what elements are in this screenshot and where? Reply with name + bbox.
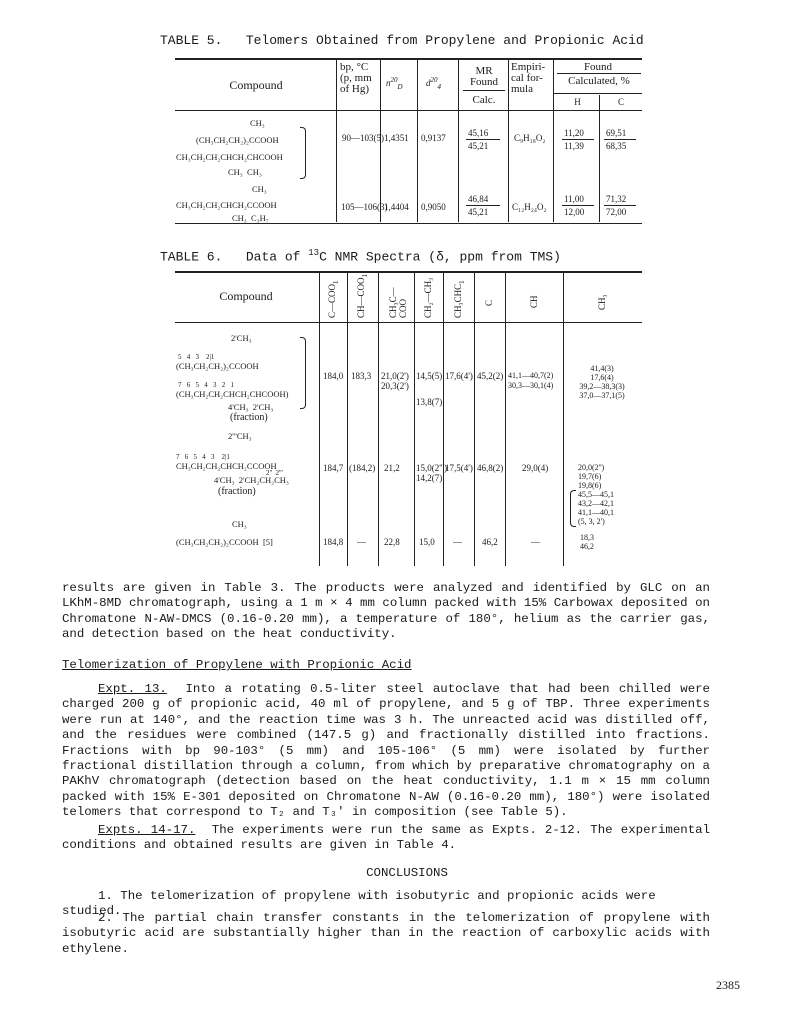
table5-row1-brace	[300, 127, 306, 179]
table6-g3-formula-line: CH₃	[232, 519, 247, 529]
table6-vrule	[414, 273, 415, 566]
table5-header-c: C	[617, 97, 624, 107]
table6-g1-ch3c: 21,0(2') 20,3(2')	[381, 371, 409, 391]
table6-g3-ch3c: 22,8	[384, 537, 400, 547]
hc-divider	[554, 93, 642, 94]
table5-header-nd	[386, 76, 403, 91]
table6-g1-formula-line: 4'CH₃ 2'CH₃	[228, 402, 274, 412]
table6-vrule	[505, 273, 506, 566]
table5-row1-formula-line: CH₃	[250, 118, 265, 128]
table6-header-ch2-ch3: CH₂—CH₃	[423, 277, 433, 318]
conclusion-1: 1. The telomerization of propylene with isobutyric and propionic acids were studied.	[62, 889, 656, 919]
section-title: Telomerization of Propylene with Propionic Acid	[62, 658, 412, 672]
mr-divider	[463, 90, 505, 91]
table5-vrule	[458, 60, 459, 222]
table6-g3-ch3chc: —	[453, 537, 462, 547]
table6-vrule	[443, 273, 444, 566]
table6-g3-c: 46,2	[482, 537, 498, 547]
table6-g3-ch-coo: —	[357, 537, 366, 547]
table6-g2-ch-coo: (184,2)	[349, 463, 376, 473]
table5-header-calculated: Calculated, %	[568, 75, 630, 87]
table5-header-bp: bp, °C (p, mm of Hg)	[340, 61, 372, 95]
table6-header-compound: Compound	[219, 289, 273, 303]
table5-row1-c-calc: 68,35	[606, 141, 627, 151]
table5-row1-bp: 90—103(5)	[342, 133, 384, 143]
table5-header-h: H	[574, 97, 581, 107]
table6-top-rule	[175, 271, 642, 273]
table6-g2-ch3: 20,0(2'') 19,7(6) 19,8(6) 45,5—45,1 43,2—42,1 41,1—40,1 (5, 3, 2')	[578, 463, 614, 526]
table6-g2-ch: 29,0(4)	[522, 463, 549, 473]
expt13-paragraph	[62, 682, 710, 821]
table5-header-compound: Compound	[229, 78, 283, 92]
expts14-paragraph	[62, 823, 710, 854]
table6-g1-ch: 41,1—40,7(2) 30,3—30,1(4)	[508, 371, 554, 390]
col-sub: 1	[457, 280, 466, 284]
frac-line	[562, 139, 594, 140]
table6-vrule	[319, 273, 320, 566]
table5-row1-formula-line: CH₃CH₂CH₂CHCH₂CHCOOH	[176, 152, 283, 162]
expt13-text: Into a rotating 0.5-liter steel autoclave that had been chilled were charged 200 g of propionic acid, 40 ml of propylene, and 5 g of TBP. Three experiments were run at 140°, and the reaction time was 3 h. The unreacted acid was distilled off, and the residues were combined (147.5 g) and fractionally distilled into fractions. Fractions with bp 90-103° (5 mm) and 105-106° (5 mm) were isolated by further fractional distillation through a column, from which by preparative chromatography on a PAKhV chromatograph (detection based on the heat conductivity, 1.1 m × 15 mm column packed with 15% E-301 deposited on Chromatone N-AW (0.16-0.20 mm), 180°) were isolated telomers that correspond to T₂ and T₃' in composition (see Table 5).	[62, 682, 710, 820]
col-sub: 1	[360, 273, 369, 278]
table6-g1-c: 45,2(2)	[477, 371, 504, 381]
conclusions-title: CONCLUSIONS	[366, 866, 448, 880]
col-label: C—COO	[327, 283, 337, 318]
frac-line	[562, 205, 594, 206]
table6-g1-brace	[300, 337, 306, 409]
table5-row1-mr-calc: 45,21	[468, 141, 489, 151]
table6-g2-formula-line: 2'' 2'''	[266, 469, 283, 477]
table5-row1-d: 0,9137	[421, 133, 446, 143]
table6-g3-formula-line: (CH₃CH₂CH₂)₂CCOOH [5]	[176, 537, 273, 547]
table5-row2-bp: 105—106(3)	[341, 202, 388, 212]
table6-caption-pre: Data of	[245, 249, 301, 265]
d-sub: 4	[437, 82, 441, 91]
table5-vrule	[553, 60, 554, 222]
table5-row2-formula-line: CH₃CH₂CH₂CHCH₂CCOOH	[176, 200, 277, 210]
table5-vrule	[599, 95, 600, 222]
table5-vrule	[336, 60, 337, 222]
table5-vrule	[508, 60, 509, 222]
table6-vrule	[474, 273, 475, 566]
table6-vrule	[378, 273, 379, 566]
results-paragraph: results are given in Table 3. The products were analyzed and identified by GLC on an LKhM-8MD chromatograph, using a 1 m × 4 mm column packed with 15% Carbowax deposited on Chromatone N-AW-DMCS (0.16-0.20 mm), a temperature of 180°, helium as the carrier gas, and detection based on the heat conductivity.	[62, 581, 710, 642]
table5-bottom-rule	[175, 223, 642, 224]
table5-row2-mr-calc: 45,21	[468, 207, 489, 217]
table6-g1-formula-line: 2'CH₃	[231, 333, 252, 343]
table6-header-c-coo	[327, 280, 340, 318]
nd-sub: D	[397, 82, 403, 91]
table5-header-d	[426, 76, 441, 91]
table6-header-ch3chc	[453, 280, 466, 318]
table6-g3-ch2ch3: 15,0	[419, 537, 435, 547]
table5-vrule	[417, 60, 418, 222]
table6-g2-c: 46,8(2)	[477, 463, 504, 473]
expts14-text: The experiments were run the same as Expts. 2-12. The experimental conditions and obtained results are given in Table 4.	[62, 823, 711, 853]
table6-g2-ch2ch3: 15,0(2''') 14,2(7)	[416, 463, 448, 483]
table6-vrule	[563, 273, 564, 566]
frac-line	[466, 205, 500, 206]
table5-row1-h-found: 11,20	[564, 128, 584, 138]
table6-g3-ch: —	[531, 537, 540, 547]
table6-g2-formula-line: CH₃CH₂CH₂CHCH₂CCOOH	[176, 461, 277, 471]
table6-g1-formula-line: (CH₃CH₂CH₂CHCH₂CHCOOH)	[176, 389, 289, 399]
table6-g1-ch3: 41,4(3) 17,6(4) 39,2—38,3(3) 37,0—37,1(5)	[579, 364, 625, 400]
page-number: 2385	[716, 978, 740, 992]
table6-header-c: C	[484, 299, 494, 306]
table6-g3-ch3: 18,3 46,2	[580, 533, 594, 551]
table5-row2-formula-line: CH₃ C₃H₇	[232, 213, 269, 223]
table5-top-rule	[175, 58, 642, 60]
table5-row2-h-found: 11,00	[564, 194, 584, 204]
col-label: CH₃CHC	[453, 283, 463, 318]
table6-g1-ch-coo: 183,3	[351, 371, 372, 381]
table5-row1-formula-line: CH₃ CH₃	[228, 167, 262, 177]
table5-header-mr-calc: Calc.	[472, 94, 496, 106]
table6-caption-post: C NMR Spectra (δ, ppm from TMS)	[319, 249, 561, 265]
table6-g2-formula-line: 4'CH₃ 2'CH₂CH₂CH₃	[214, 475, 289, 485]
table5-row1-mr-found: 45,16	[468, 128, 489, 138]
d-sup: 20	[430, 76, 438, 84]
frac-line	[604, 205, 636, 206]
table6-caption	[160, 248, 561, 264]
table6-header-ch-coo	[356, 274, 369, 318]
nd-sup: 20	[390, 76, 398, 84]
table6-header-ch3c-coo: CH₃C—COO	[388, 287, 408, 318]
conclusion-2: 2. The partial chain transfer constants in the telomerization of propylene with isobutyric acid are substantially higher than in the reaction of carboxylic acids with ethylene.	[62, 911, 710, 956]
table5-header-rule	[175, 110, 642, 111]
table6-g2-c-coo: 184,7	[323, 463, 344, 473]
table6-header-rule	[175, 322, 642, 323]
table5-row2-formula: C₁₂H₂₄O₂	[512, 202, 547, 212]
table6-header-ch: CH	[529, 295, 539, 308]
table5-row2-nd: 1,4404	[384, 202, 409, 212]
table6-caption-sup: 13	[308, 248, 320, 258]
found-divider	[557, 73, 641, 74]
table6-g2-formula-line: 2'''CH₃	[228, 431, 252, 441]
table6-g2-formula-line: 7 6 5 4 3 2|1	[176, 453, 230, 461]
table6-g1-formula-line: (CH₃CH₂CH₂)₂CCOOH	[176, 361, 259, 371]
table6-caption-label: TABLE 6.	[160, 249, 223, 265]
table6-g2-ch3-brace	[570, 490, 576, 527]
d-symbol: d	[426, 78, 431, 88]
expts14-label: Expts. 14-17.	[98, 823, 196, 837]
table6-g1-c-coo: 184,0	[323, 371, 344, 381]
table6-g2-ch3c: 21,2	[384, 463, 400, 473]
table5-row2-h-calc: 12,00	[564, 207, 585, 217]
table6-g1-ch2ch3: 14,5(5)	[416, 371, 443, 381]
col-label: CH—COO	[356, 277, 366, 318]
table5-row2-d: 0,9050	[421, 202, 446, 212]
frac-line	[466, 139, 500, 140]
table5-row1-formula-line: (CH₃CH₂CH₂)₂CCOOH	[196, 135, 279, 145]
table5-row2-c-calc: 72,00	[606, 207, 627, 217]
table5-row2-formula-line: CH₃	[252, 184, 267, 194]
table5-caption	[160, 33, 644, 48]
table6-g1-formula-line: 5 4 3 2|1	[178, 353, 215, 361]
table6-vrule	[347, 273, 348, 566]
table5-caption-label: TABLE 5.	[160, 33, 223, 48]
table6-g1-formula-line: 7 6 5 4 3 2 1	[178, 381, 234, 389]
table6-header-ch3: CH₃	[597, 294, 607, 310]
table5-row2-c-found: 71,32	[606, 194, 627, 204]
table5-row1-c-found: 69,51	[606, 128, 627, 138]
table5-row1-h-calc: 11,39	[564, 141, 584, 151]
table5-header-empirical: Empiri- cal for- mula	[511, 61, 546, 95]
table5-header-found: Found	[583, 61, 613, 73]
table6-g2-fraction: (fraction)	[218, 486, 256, 497]
table5-caption-text: Telomers Obtained from Propylene and Propionic Acid	[245, 33, 644, 48]
table5-row2-mr-found: 46,84	[468, 194, 489, 204]
table5-header-mr-found: MR Found	[469, 65, 499, 88]
table6-g1-ch2ch3-b: 13,8(7)	[416, 397, 443, 407]
table6-g2-ch3chc: 17,5(4')	[445, 463, 473, 473]
frac-line	[604, 139, 636, 140]
table6-g3-c-coo: 184,8	[323, 537, 344, 547]
table5-row1-nd: 1,4351	[384, 133, 409, 143]
col-sub: 1	[331, 280, 340, 284]
nd-symbol: n	[386, 78, 391, 88]
table6-g1-fraction: (fraction)	[230, 412, 268, 423]
expt13-label: Expt. 13.	[98, 682, 167, 696]
table6-g1-ch3chc: 17,6(4')	[445, 371, 473, 381]
table5-row1-formula: C₉H₁₈O₂	[514, 133, 546, 143]
